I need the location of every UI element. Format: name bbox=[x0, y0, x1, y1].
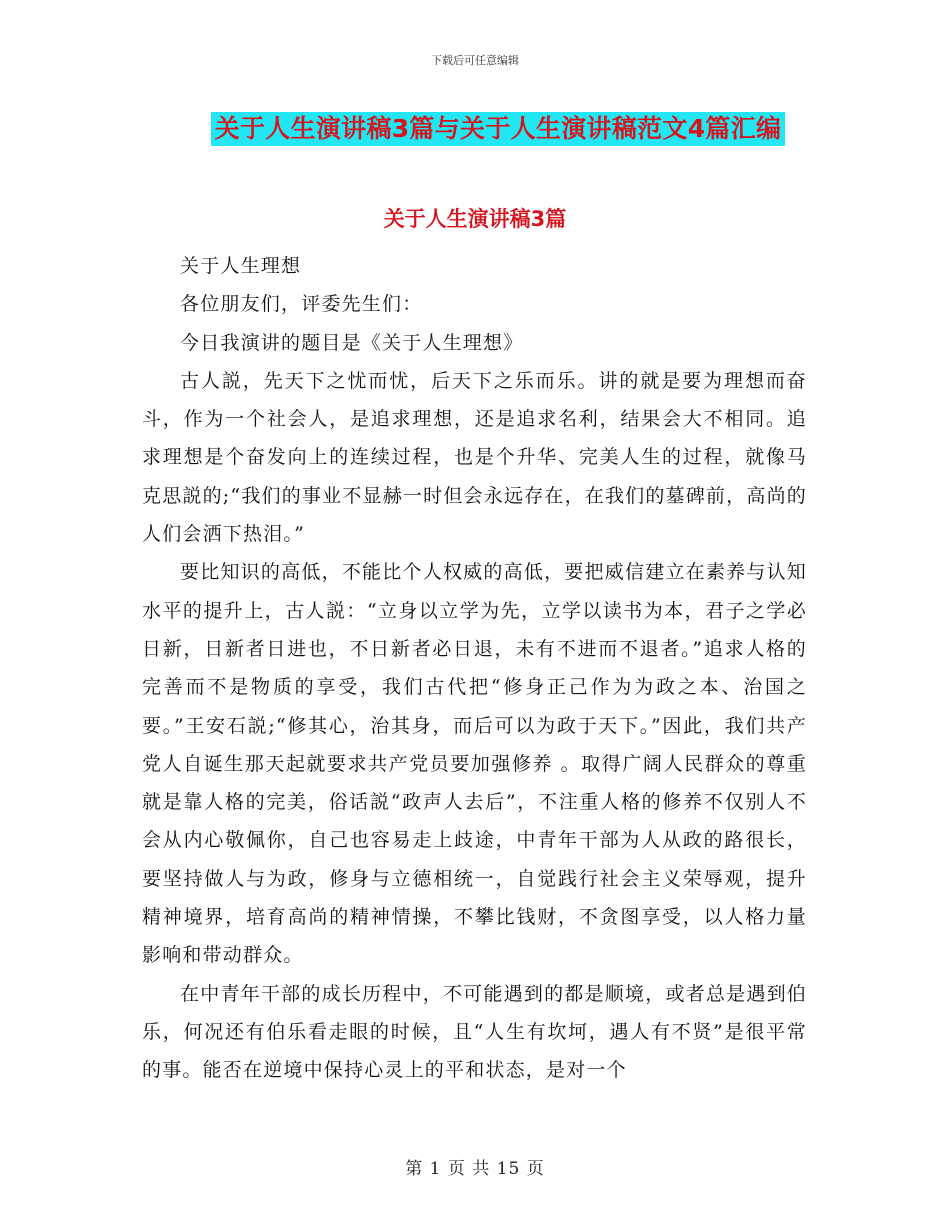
header-note: 下载后可任意编辑 bbox=[431, 54, 519, 67]
main-title-wrap bbox=[0, 112, 950, 146]
paragraph-intro: 今日我演讲的题目是《关于人生理想》 bbox=[180, 331, 524, 354]
section-title: 关于人生演讲稿3篇 bbox=[383, 207, 567, 231]
body-text bbox=[142, 247, 807, 1090]
paragraph-adversity: 在中青年干部的成长历程中，不可能遇到的都是顺境，或者总是遇到伯乐，何况还有伯乐看走眼的时候，且“人生有坎坷，遇人有不贤”是很平常的事。能否在逆境中保持心灵上的平和状态，是对一个 bbox=[142, 982, 807, 1082]
paragraph-speech-topic: 关于人生理想 bbox=[180, 255, 302, 277]
paragraph-ideals: 古人説，先天下之忧而忧，后天下之乐而乐。讲的就是要为理想而奋斗，作为一个社会人，是追求理想，还是追求名利，结果会大不相同。追求理想是个奋发向上的连续过程，也是个升华、完美人生的过程，就像马克思説的;“我们的事业不显赫一时但会永远存在，在我们的墓碑前，高尚的人们会洒下热泪。” bbox=[142, 369, 807, 546]
main-title: 关于人生演讲稿3篇与关于人生演讲稿范文4篇汇编 bbox=[211, 112, 786, 146]
paragraph-character: 要比知识的高低，不能比个人权威的高低，要把威信建立在素养与认知水平的提升上，古人説：“立身以立学为先，立学以读书为本，君子之学必日新，日新者日进也，不日新者必日退，未有不进而不退者。”追求人格的完善而不是物质的享受，我们古代把“修身正己作为为政之本、治国之要。”王安石説;“修其心，治其身，而后可以为政于天下。”因此，我们共产党人自诞生那天起就要求共产党员要加强修养 。取得广阔人民群众的尊重就是靠人格的完美，俗话説“政声人去后”，不注重人格的修养不仅别人不会从内心敬佩你，自己也容易走上歧途，中青年干部为人从政的路很长，要坚持做人与为政，修身与立德相统一，自觉践行社会主义荣辱观，提升精神境界，培育高尚的精神情操，不攀比钱财，不贪图享受，以人格力量影响和带动群众。 bbox=[142, 561, 807, 967]
paragraph-greeting: 各位朋友们，评委先生们： bbox=[180, 293, 423, 316]
page-footer: 第 1 页 共 15 页 bbox=[405, 1159, 545, 1179]
